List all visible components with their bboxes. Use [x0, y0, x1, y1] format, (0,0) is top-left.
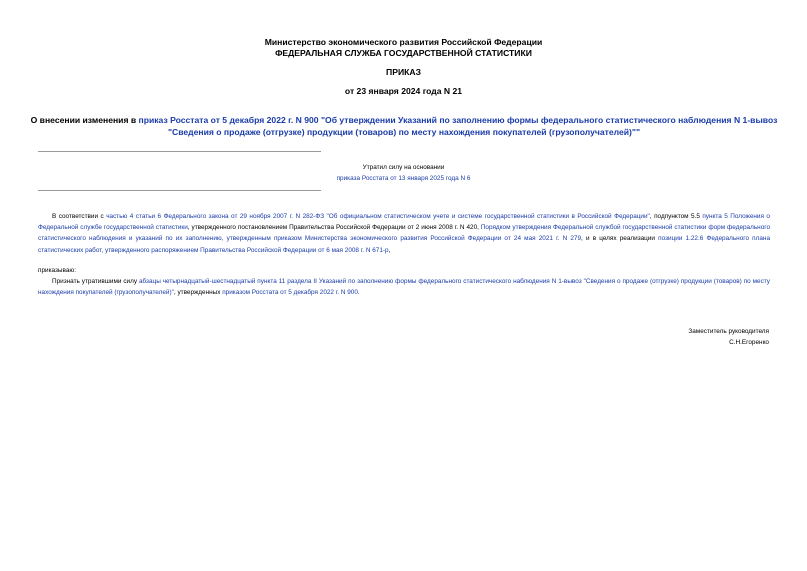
preamble-text: , подпунктом 5.5 — [649, 213, 703, 220]
order-900-link[interactable]: приказом Росстата от 5 декабря 2022 г. N 900 — [222, 289, 358, 297]
preamble-paragraph — [38, 211, 770, 256]
plan-link[interactable]: позиции 1.22.6 Федерального плана статистических работ, утвержденного распоряжением Правительства Российской Федерации от 6 мая 2008 г. N 671-р — [38, 235, 770, 254]
order-title-prefix: О внесении изменения в — [30, 115, 139, 125]
order-heading: ПРИКАЗ — [386, 67, 421, 77]
order-text: , утвержденных — [173, 289, 223, 297]
orders-word: приказываю: — [38, 267, 76, 274]
preamble-text: В соответствии с — [52, 213, 107, 220]
signer-name: С.Н.Егоренко — [729, 339, 769, 346]
paragraphs-link[interactable]: абзацы четырнадцатый-шестнадцатый пункта 11 раздела II Указаний по заполнению формы федерального статистического наблюдения N 1-вывоз "Сведения о продаже (отгрузке) продукции (товаров) по месту нахождения покупателей (грузополучателей)" — [38, 278, 770, 297]
lost-force-link[interactable]: приказа Росстата от 13 января 2025 года N 6 — [336, 175, 471, 182]
order-title — [28, 114, 780, 138]
order-paragraph — [38, 276, 770, 298]
signer-position: Заместитель руководителя — [688, 328, 769, 335]
preamble-text: , — [388, 246, 391, 254]
order-title-link[interactable]: приказ Росстата от 5 декабря 2022 г. N 900 "Об утверждении Указаний по заполнению формы федерального статистического наблюдения N 1-вывоз "Сведения о продаже (отгрузке) продукции (товаров) по месту нахождения покупателей (грузополучателей)"" — [138, 115, 778, 137]
order-date: от 23 января 2024 года N 21 — [344, 86, 463, 96]
order-text: Признать утратившими силу — [52, 278, 139, 285]
order-text: . — [357, 289, 360, 297]
separator-top — [38, 151, 321, 152]
service-name: ФЕДЕРАЛЬНАЯ СЛУЖБА ГОСУДАРСТВЕННОЙ СТАТИСТИКИ — [275, 48, 532, 58]
lost-force-label: Утратил силу на основании — [362, 164, 445, 171]
separator-bottom — [38, 190, 321, 191]
document-header — [0, 37, 807, 59]
regulation-link[interactable]: пункта 5 Положения о Федеральной службе государственной статистики — [38, 213, 770, 232]
preamble-text: , и в целях реализации — [581, 235, 659, 243]
law-link[interactable]: частью 4 статьи 6 Федерального закона от 29 ноября 2007 г. N 282-ФЗ "Об официальном статистическом учете и системе государственной статистики в Российской Федерации" — [106, 213, 650, 220]
preamble-text: , утвержденного постановлением Правительства Российской Федерации от 2 июня 2008 г. N 420, — [187, 224, 481, 232]
ministry-name: Министерство экономического развития Российской Федерации — [264, 37, 543, 47]
procedure-link[interactable]: Порядком утверждения Федеральной службой государственной статистики форм федерального статистического наблюдения и указаний по их заполнению, утвержденным приказом Министерства экономического развития Российской Федерации от 24 мая 2021 г. N 279 — [38, 224, 770, 243]
